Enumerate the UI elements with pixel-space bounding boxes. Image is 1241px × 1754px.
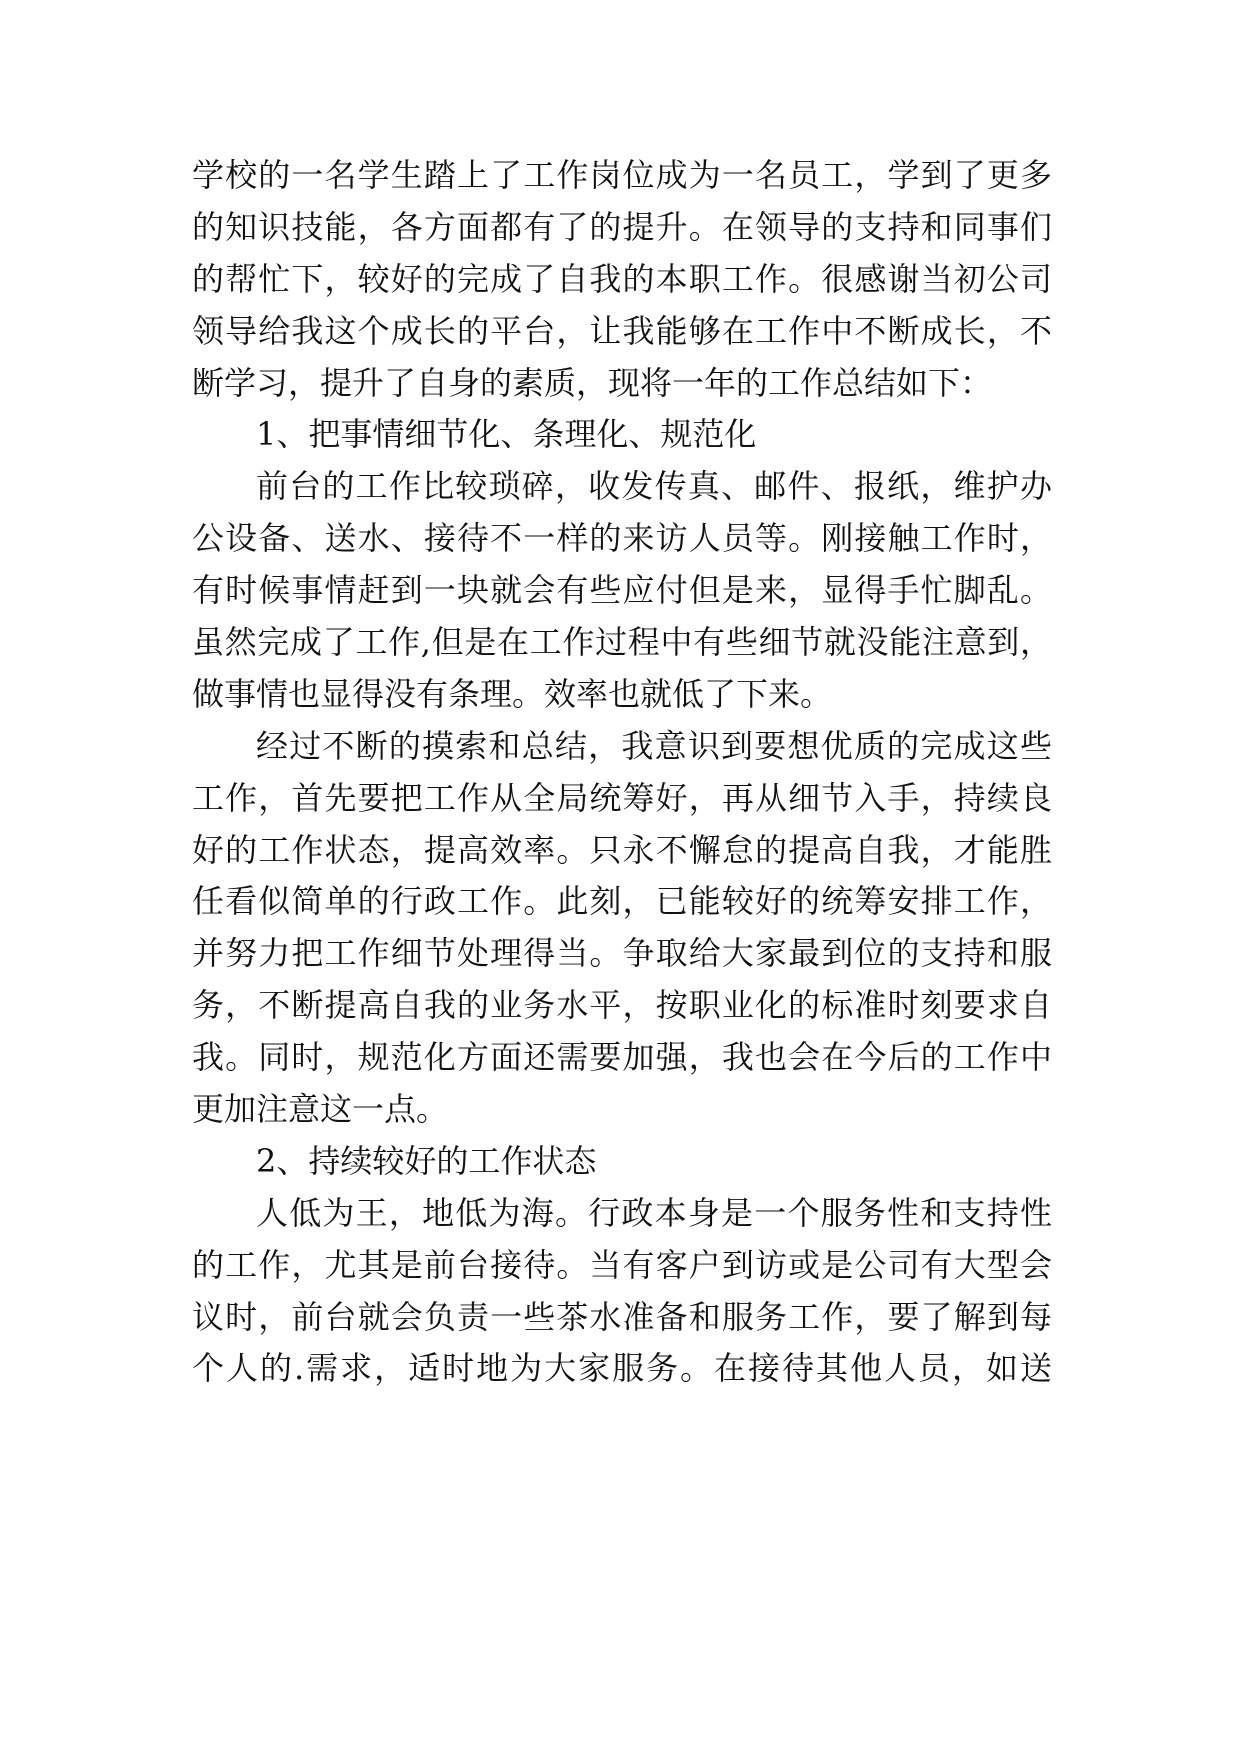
document-body <box>192 150 1052 1395</box>
paragraph-line: 经过不断的摸索和总结，我意识到要想优质的完成这些 <box>256 726 1052 765</box>
paragraph-line: 工作，首先要把工作从全局统筹好，再从细节入手，持续良 <box>192 778 1052 817</box>
paragraph-line: 做事情也显得没有条理。效率也就低了下来。 <box>192 674 833 713</box>
paragraph-line: 务，不断提高自我的业务水平，按职业化的标准时刻要求自 <box>192 986 1052 1025</box>
paragraph-line: 的知识技能，各方面都有了的提升。在领导的支持和同事们 <box>192 207 1052 246</box>
paragraph-line: 断学习，提升了自身的素质，现将一年的工作总结如下： <box>192 363 993 402</box>
paragraph-line: 更加注意这一点。 <box>192 1090 449 1129</box>
paragraph-line: 好的工作状态，提高效率。只永不懈怠的提高自我，才能胜 <box>192 830 1052 869</box>
paragraph-line: 公设备、送水、接待不一样的来访人员等。刚接触工作时， <box>192 519 1052 558</box>
paragraph-line: 我。同时，规范化方面还需要加强，我也会在今后的工作中 <box>192 1038 1052 1077</box>
paragraph-line: 学校的一名学生踏上了工作岗位成为一名员工，学到了更多 <box>192 156 1052 194</box>
paragraph-line: 领导给我这个成长的平台，让我能够在工作中不断成长，不 <box>192 311 1052 350</box>
section-heading-1: 1、把事情细节化、条理化、规范化 <box>256 415 757 454</box>
paragraph-line: 议时，前台就会负责一些茶水准备和服务工作，要了解到每 <box>192 1297 1052 1336</box>
paragraph-line: 并努力把工作细节处理得当。争取给大家最到位的支持和服 <box>192 934 1052 973</box>
paragraph-line: 有时候事情赶到一块就会有些应付但是来，显得手忙脚乱。 <box>192 571 1052 610</box>
paragraph-line: 的帮忙下，较好的完成了自我的本职工作。很感谢当初公司 <box>192 259 1052 298</box>
paragraph-line: 虽然完成了工作,但是在工作过程中有些细节就没能注意到， <box>192 623 1052 662</box>
section-heading-2: 2、持续较好的工作状态 <box>256 1141 597 1180</box>
paragraph-line: 前台的工作比较琐碎，收发传真、邮件、报纸，维护办 <box>256 467 1052 506</box>
paragraph-line: 任看似简单的行政工作。此刻，已能较好的统筹安排工作， <box>192 882 1052 921</box>
paragraph-line: 的工作，尤其是前台接待。当有客户到访或是公司有大型会 <box>192 1245 1052 1284</box>
paragraph-line: 人低为王，地低为海。行政本身是一个服务性和支持性 <box>256 1193 1052 1232</box>
paragraph-line: 个人的.需求，适时地为大家服务。在接待其他人员，如送 <box>192 1349 1052 1388</box>
